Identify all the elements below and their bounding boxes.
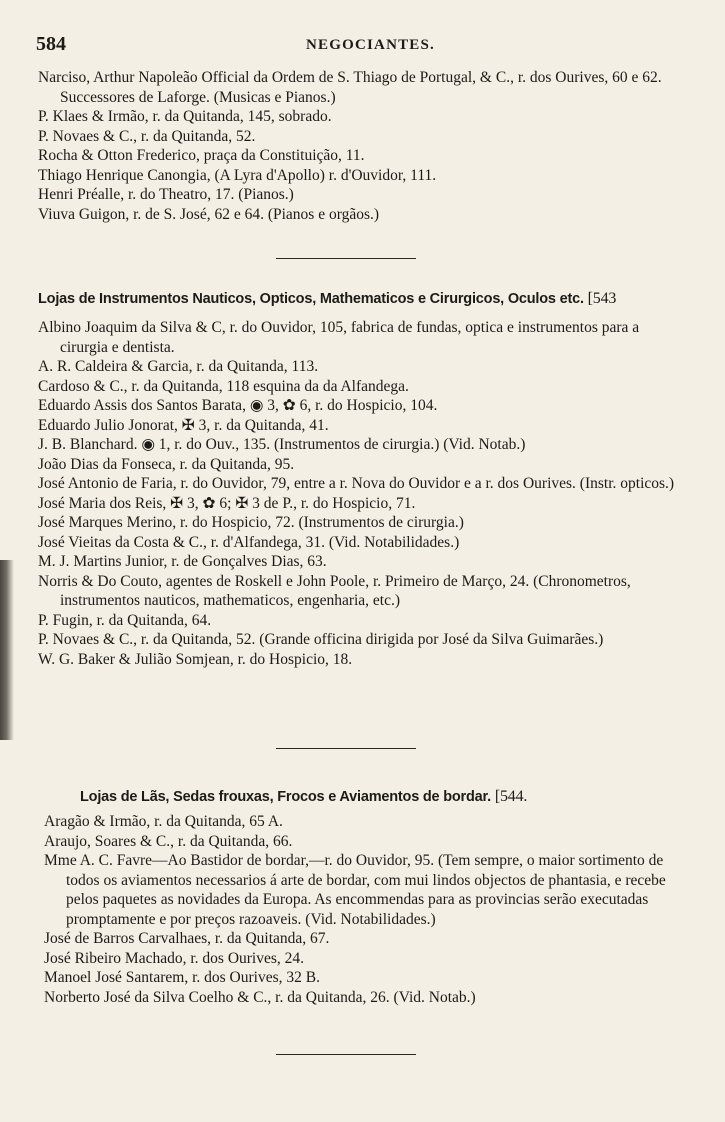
list-item: Henri Préalle, r. do Theatro, 17. (Pianos.) — [38, 186, 294, 203]
list-item: P. Novaes & C., r. da Quitanda, 52. (Grande officina dirigida por José da Silva Guimarães.) — [38, 631, 604, 648]
page-header — [36, 33, 676, 59]
list-item: Norberto José da Silva Coelho & C., r. da Quitanda, 26. (Vid. Notab.) — [44, 988, 476, 1006]
list-item: José Antonio de Faria, r. do Ouvidor, 79, entre a r. Nova do Ouvidor e a r. dos Ourives. (Instr. opticos.) — [38, 475, 675, 492]
list-item: Manoel José Santarem, r. dos Ourives, 32 B. — [44, 969, 320, 986]
list-item: José Maria dos Reis, ✠ 3, ✿ 6; ✠ 3 de P., r. do Hospicio, 71. — [38, 494, 416, 512]
list-item: M. J. Martins Junior, r. de Gonçalves Dias, 63. — [38, 553, 327, 570]
list-item: Araujo, Soares & C., r. da Quitanda, 66. — [44, 832, 293, 850]
list-item: Viuva Guigon, r. de S. José, 62 e 64. (Pianos e orgãos.) — [38, 205, 380, 223]
list-item: Eduardo Assis dos Santos Barata, ◉ 3, ✿ 6, r. do Hospicio, 104. — [38, 397, 438, 414]
section-divider — [276, 258, 416, 259]
list-item: Rocha & Otton Frederico, praça da Constituição, 11. — [38, 147, 365, 164]
list-item: Eduardo Julio Jonorat, ✠ 3, r. da Quitanda, 41. — [38, 416, 329, 434]
list-item: P. Novaes & C., r. da Quitanda, 52. — [38, 127, 256, 145]
list-item: P. Klaes & Irmão, r. da Quitanda, 145, sobrado. — [38, 108, 332, 125]
list-item: Cardoso & C., r. da Quitanda, 118 esquina da da Alfandega. — [38, 377, 409, 395]
list-item: José Vieitas da Costa & C., r. d'Alfandega, 31. (Vid. Notabilidades.) — [38, 533, 460, 551]
section-divider — [276, 748, 416, 749]
section-heading-embroidery — [80, 788, 527, 806]
list-item: Narciso, Arthur Napoleão Official da Ordem de S. Thiago de Portugal, & C., r. dos Ourives, 60 e 62. Successores de Laforge. (Musicas e Pianos.) — [38, 69, 662, 106]
section-divider — [276, 1054, 416, 1055]
list-item: Aragão & Irmão, r. da Quitanda, 65 A. — [44, 813, 283, 830]
running-title: NEGOCIANTES. — [306, 37, 436, 53]
list-item: José Marques Merino, r. do Hospicio, 72. (Instrumentos de cirurgia.) — [38, 514, 464, 531]
list-item: P. Fugin, r. da Quitanda, 64. — [38, 611, 212, 629]
list-item: Thiago Henrique Canongia, (A Lyra d'Apollo) r. d'Ouvidor, 111. — [38, 166, 437, 184]
section-number: [544. — [494, 788, 528, 805]
section-title: Lojas de Instrumentos Nauticos, Opticos, Mathematicos e Cirurgicos, Oculos etc. — [38, 291, 584, 307]
list-item: Albino Joaquim da Silva & C, r. do Ouvidor, 105, fabrica de fundas, optica e instrumentos para a cirurgia e dentista. — [38, 319, 640, 356]
list-item: J. B. Blanchard. ◉ 1, r. do Ouv., 135. (Instrumentos de cirurgia.) (Vid. Notab.) — [38, 436, 526, 453]
list-item: A. R. Caldeira & Garcia, r. da Quitanda, 113. — [38, 358, 319, 375]
list-item: José de Barros Carvalhaes, r. da Quitanda, 67. — [44, 930, 330, 947]
list-item: Mme A. C. Favre—Ao Bastidor de bordar,—r. do Ouvidor, 95. (Tem sempre, o maior sortimento de todos os aviamentos necessarios á arte de bordar, com mui lindos objectos de phantasia, e recebe pelos paquetes as novidades da Europa. As encommendas para as provincias serão executadas promptamente e por preços razoaveis. (Vid. Notabilidades.) — [44, 852, 666, 928]
page-binding-shadow — [0, 560, 14, 740]
list-item: João Dias da Fonseca, r. da Quitanda, 95. — [38, 455, 295, 473]
list-item: Norris & Do Couto, agentes de Roskell e John Poole, r. Primeiro de Março, 24. (Chronometros, instrumentos nauticos, mathematicos, engenharia, etc.) — [38, 572, 631, 609]
section-embroidery-entries — [44, 812, 684, 1007]
section-title: Lojas de Lãs, Sedas frouxas, Frocos e Aviamentos de bordar. — [80, 789, 491, 805]
section-music-entries — [38, 68, 678, 224]
list-item: W. G. Baker & Julião Somjean, r. do Hospicio, 18. — [38, 650, 353, 668]
section-instruments-entries — [38, 318, 678, 669]
page-number: 584 — [36, 33, 66, 55]
section-heading-instruments — [38, 290, 616, 308]
section-number: [543 — [587, 290, 617, 307]
list-item: José Ribeiro Machado, r. dos Ourives, 24. — [44, 949, 305, 967]
